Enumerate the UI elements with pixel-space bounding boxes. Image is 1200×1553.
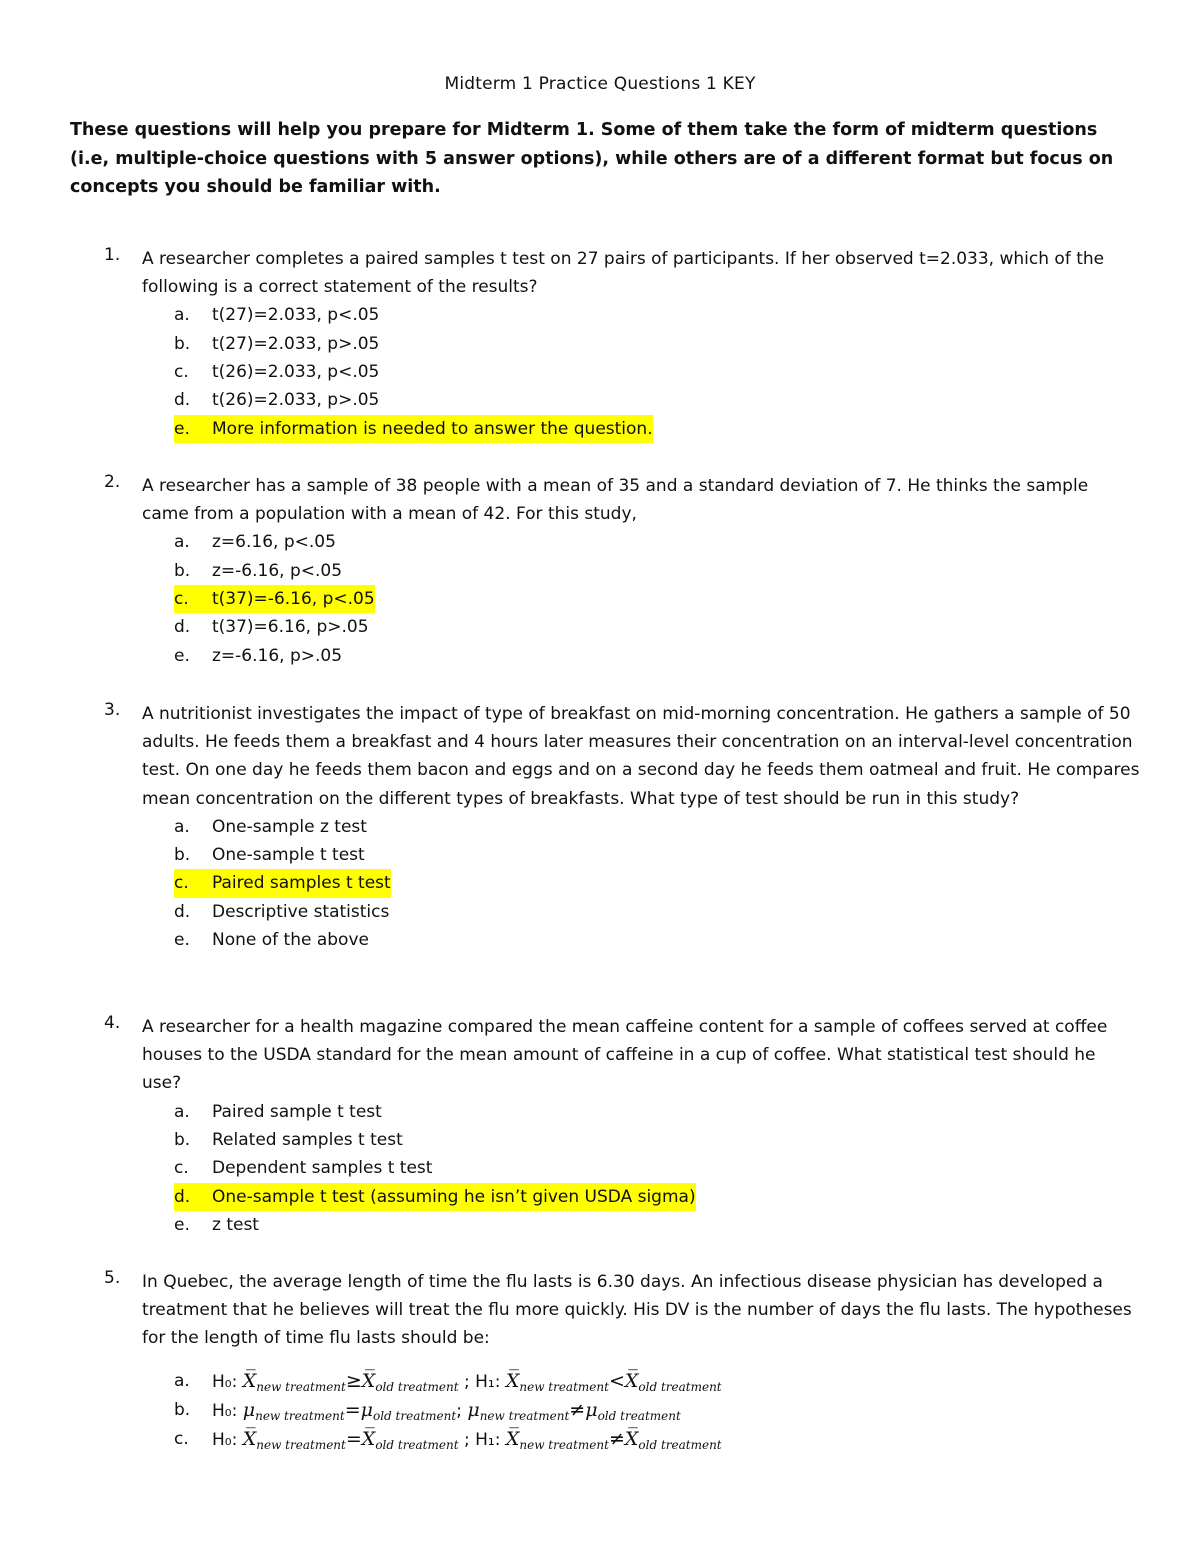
option-text: t(37)=-6.16, p<.05: [212, 585, 375, 613]
alt-hypothesis-label: H₁:: [475, 1429, 501, 1450]
answer-option-d: [174, 613, 1140, 641]
option-text: z=-6.16, p>.05: [212, 645, 343, 666]
hypothesis-option-b: [174, 1396, 1140, 1425]
answer-option-a: [174, 301, 1140, 329]
option-letter: b.: [174, 1399, 191, 1420]
question-5: [104, 1268, 1140, 1454]
question-text: A researcher has a sample of 38 people with a mean of 35 and a standard deviation of 7. He thinks the sample came from a population with a mean of 42. For this study,: [142, 476, 1089, 525]
subscript: new treatment: [519, 1379, 609, 1394]
answer-option-e: [174, 926, 1140, 954]
operator: <: [608, 1369, 625, 1392]
option-letter: e.: [174, 415, 216, 443]
sample-mean-symbol: X̅: [505, 1427, 520, 1450]
question-text: A researcher completes a paired samples t test on 27 pairs of participants. If her observed t=2.033, which of the following is a correct statement of the results?: [142, 249, 1105, 298]
question-number: 5.: [104, 1268, 121, 1288]
answer-option-d-highlighted: [174, 1183, 1140, 1211]
answer-option-b: [174, 557, 1140, 585]
question-number: 4.: [104, 1013, 121, 1033]
option-text: z=6.16, p<.05: [212, 532, 336, 553]
subscript: old treatment: [638, 1379, 722, 1394]
option-text: t(37)=6.16, p>.05: [212, 617, 369, 638]
option-letter: c.: [174, 362, 189, 382]
option-letter: c.: [174, 1158, 189, 1179]
null-hypothesis-label: H₀:: [212, 1429, 238, 1450]
option-text: More information is needed to answer the question.: [212, 415, 653, 443]
option-letter: a.: [174, 1101, 190, 1122]
separator: ;: [458, 1371, 476, 1392]
option-letter: b.: [174, 845, 191, 866]
answer-option-c: [174, 358, 1140, 386]
operator: ≠: [608, 1427, 625, 1450]
option-letter: a.: [174, 305, 190, 326]
answer-option-d: [174, 898, 1140, 926]
sample-mean-symbol: X̅: [624, 1427, 639, 1450]
null-hypothesis-label: H₀:: [212, 1371, 238, 1392]
option-text: One-sample t test (assuming he isn’t given USDA sigma): [212, 1183, 696, 1211]
answer-option-d: [174, 386, 1140, 414]
question-number: 3.: [104, 700, 121, 720]
option-letter: d.: [174, 617, 191, 638]
option-text: Paired sample t test: [212, 1101, 382, 1122]
option-text: t(26)=2.033, p>.05: [212, 390, 380, 411]
option-letter: e.: [174, 1214, 190, 1235]
option-text: Dependent samples t test: [212, 1158, 433, 1179]
answer-options: [174, 528, 1140, 669]
subscript: new treatment: [519, 1437, 609, 1452]
option-letter: a.: [174, 816, 190, 837]
operator: =: [344, 1398, 361, 1421]
separator: ;: [458, 1429, 476, 1450]
hypothesis-option-a: [174, 1367, 1140, 1396]
question-3: [104, 700, 1140, 954]
option-letter: a.: [174, 1370, 190, 1391]
subscript: new treatment: [479, 1408, 570, 1423]
option-text: t(26)=2.033, p<.05: [212, 362, 380, 382]
option-text: One-sample z test: [212, 816, 367, 837]
subscript: old treatment: [375, 1437, 459, 1452]
subscript: old treatment: [372, 1408, 457, 1423]
operator: ≠: [569, 1398, 586, 1421]
option-letter: b.: [174, 1129, 191, 1150]
answer-option-a: [174, 813, 1140, 841]
option-letter: d.: [174, 1183, 216, 1211]
answer-option-a: [174, 528, 1140, 556]
answer-option-e-highlighted: [174, 415, 1140, 443]
answer-option-c-highlighted: [174, 869, 1140, 897]
operator: ≥: [345, 1369, 362, 1392]
intro-paragraph: These questions will help you prepare for Midterm 1. Some of them take the form of midterm questions (i.e, multiple-choice questions with 5 answer options), while others are of a different format but focus on concepts you should be familiar with.: [70, 120, 1114, 197]
option-letter: b.: [174, 560, 191, 581]
answer-options: [174, 813, 1140, 954]
population-mean-symbol: μ: [360, 1398, 373, 1421]
subscript: old treatment: [597, 1408, 681, 1423]
option-letter: c.: [174, 585, 216, 613]
option-letter: e.: [174, 930, 190, 950]
alt-hypothesis-label: H₁:: [475, 1371, 501, 1392]
operator: =: [345, 1427, 362, 1450]
option-text: t(27)=2.033, p>.05: [212, 333, 380, 354]
null-hypothesis-label: H₀:: [212, 1400, 238, 1421]
population-mean-symbol: μ: [242, 1398, 256, 1421]
answer-option-c: [174, 1154, 1140, 1182]
sample-mean-symbol: X̅: [505, 1369, 520, 1392]
option-text: Paired samples t test: [212, 869, 391, 897]
question-text: A nutritionist investigates the impact of type of breakfast on mid-morning concentration. He gathers a sample of 50 adults. He feeds them a breakfast and 4 hours later measures their concentration on an interval-level concentration test. On one day he feeds them bacon and eggs and on a second day he feeds them oatmeal and fruit. He compares mean concentration on the different types of breakfasts. What type of test should be run in this study?: [142, 704, 1140, 809]
option-text: z=-6.16, p<.05: [212, 560, 343, 581]
subscript: new treatment: [256, 1437, 346, 1452]
subscript: new treatment: [256, 1379, 346, 1394]
subscript: new treatment: [255, 1408, 345, 1423]
population-mean-symbol: μ: [467, 1398, 480, 1421]
answer-option-b: [174, 1126, 1140, 1154]
hypothesis-option-c: [174, 1425, 1140, 1454]
page-title: Midterm 1 Practice Questions 1 KEY: [444, 74, 756, 94]
separator: ;: [456, 1400, 468, 1421]
option-letter: d.: [174, 901, 191, 922]
question-1: [104, 245, 1140, 443]
option-letter: b.: [174, 333, 191, 354]
question-text: In Quebec, the average length of time the flu lasts is 6.30 days. An infectious disease physician has developed a treatment that he believes will treat the flu more quickly. His DV is the number of days the flu lasts. The hypotheses for the length of time flu lasts should be:: [142, 1272, 1132, 1349]
option-letter: a.: [174, 532, 190, 553]
answer-option-b: [174, 330, 1140, 358]
answer-options: [174, 1098, 1140, 1239]
question-2: [104, 472, 1140, 670]
sample-mean-symbol: X̅: [361, 1427, 376, 1450]
population-mean-symbol: μ: [585, 1398, 598, 1421]
option-letter: d.: [174, 390, 191, 411]
answer-option-e: [174, 1211, 1140, 1239]
option-text: None of the above: [212, 930, 369, 950]
option-text: t(27)=2.033, p<.05: [212, 305, 380, 326]
sample-mean-symbol: X̅: [361, 1369, 376, 1392]
question-text: A researcher for a health magazine compared the mean caffeine content for a sample of coffees served at coffee houses to the USDA standard for the mean amount of caffeine in a cup of coffee. What statistical test should he use?: [142, 1017, 1108, 1094]
option-letter: e.: [174, 645, 190, 666]
option-text: z test: [212, 1214, 259, 1235]
question-4: [104, 1013, 1140, 1239]
answer-option-a: [174, 1098, 1140, 1126]
sample-mean-symbol: X̅: [242, 1369, 257, 1392]
subscript: old treatment: [638, 1437, 722, 1452]
answer-options: [174, 301, 1140, 442]
question-number: 1.: [104, 245, 121, 265]
option-text: Related samples t test: [212, 1129, 403, 1150]
sample-mean-symbol: X̅: [624, 1369, 639, 1392]
subscript: old treatment: [375, 1379, 459, 1394]
hypothesis-options: [174, 1367, 1140, 1454]
answer-option-c-highlighted: [174, 585, 1140, 613]
hypothesis-formula: [212, 1425, 722, 1460]
option-letter: c.: [174, 1428, 189, 1449]
option-letter: c.: [174, 869, 216, 897]
answer-option-b: [174, 841, 1140, 869]
answer-option-e: [174, 642, 1140, 670]
option-text: Descriptive statistics: [212, 901, 390, 922]
sample-mean-symbol: X̅: [242, 1427, 257, 1450]
question-number: 2.: [104, 472, 121, 492]
option-text: One-sample t test: [212, 845, 365, 866]
